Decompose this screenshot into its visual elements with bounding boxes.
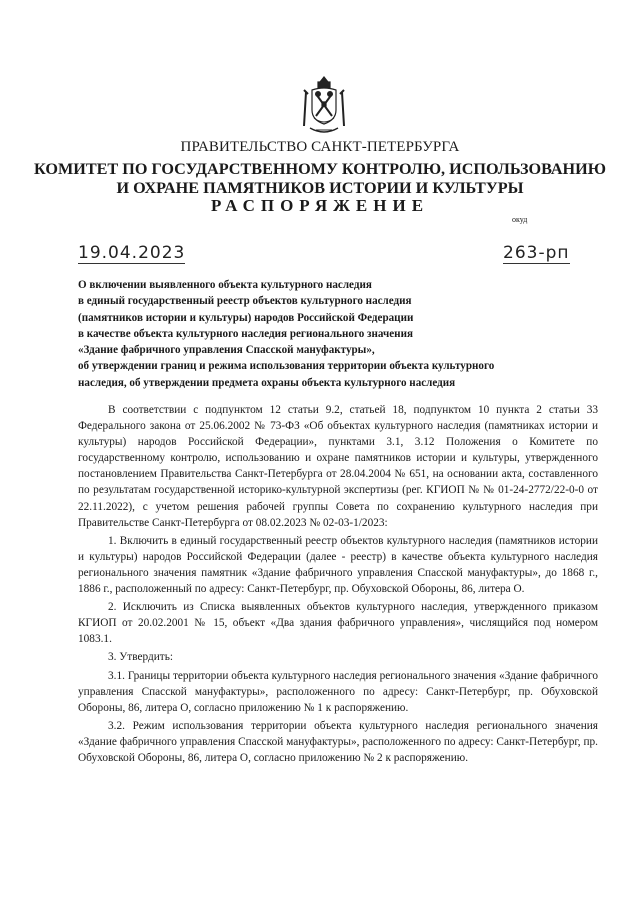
clause-3-paragraph: 3. Утвердить: <box>108 651 174 664</box>
preamble-paragraph: В соответствии с подпунктом 12 статьи 9.2, статьей 18, подпунктом 10 пункта 2 статьи 33 Федерального закона от 25.06.2002 № 73-ФЗ «Об объектах культурного наследия (памятниках истории и культуры) народов Российской Федерации», пунктами 3.1, 3.12 Положения о Комитете по государственному контролю, использованию и охране памятников истории и культуры, утвержденного постановлением Правительства Санкт-Петербурга от 28.04.2004 № 651, на основании акта, составленного по результатам государственной историко-культурной экспертизы (рег. КГИОП № № 01-24-2772/22-0-0 от 22.11.2022), с учетом решения рабочей группы Совета по сохранению культурного наследия при Правительстве Санкт-Петербурга от 08.02.2023 № 02-03-1/2023: <box>78 404 598 529</box>
clause-1-paragraph: 1. Включить в единый государственный реестр объектов культурного наследия (памятников истории и культуры) народов Российской Федерации (далее - реестр) в качестве объекта культурного наследия регионального значения памятник «Здание фабричного управления Спасской мануфактуры», до 1868 г., 1886 г., расположенный по адресу: Санкт-Петербург, пр. Обуховской Обороны, 86, литера О. <box>78 534 598 596</box>
okud-label: окуд <box>512 215 528 224</box>
title-line: наследия, об утверждении предмета охраны объекта культурного наследия <box>78 376 456 389</box>
document-date: 19.04.2023 <box>78 243 186 263</box>
title-line: О включении выявленного объекта культурного наследия <box>78 279 372 291</box>
clause-2-paragraph: 2. Исключить из Списка выявленных объектов культурного наследия, утвержденного приказом КГИОП от 20.02.2001 № 15, объект «Два здания фабричного управления», числящийся под номером 1083.1. <box>78 601 598 646</box>
clause-3-1-paragraph: 3.1. Границы территории объекта культурного наследия регионального значения «Здание фабричного управления Спасской мануфактуры», расположенного по адресу: Санкт-Петербург, пр. Обуховской Обороны, 86, литера О, согласно приложению № 1 к распоряжению. <box>78 669 598 714</box>
organization-name: ПРАВИТЕЛЬСТВО САНКТ-ПЕТЕРБУРГА <box>180 139 460 155</box>
document-body <box>78 402 598 766</box>
committee-line-1: КОМИТЕТ ПО ГОСУДАРСТВЕННОМУ КОНТРОЛЮ, ИСПОЛЬЗОВАНИЮ <box>34 160 606 178</box>
coat-of-arms-emblem <box>300 76 348 138</box>
title-line: (памятников истории и культуры) народов Российской Федерации <box>78 311 414 324</box>
title-line: об утверждении границ и режима использования территории объекта культурного <box>78 360 495 373</box>
document-title <box>78 277 598 391</box>
committee-line-2: И ОХРАНЕ ПАМЯТНИКОВ ИСТОРИИ И КУЛЬТУРЫ <box>116 179 524 197</box>
document-type: РАСПОРЯЖЕНИЕ <box>210 196 430 215</box>
document-number: 263-рп <box>503 243 570 263</box>
title-line: в качестве объекта культурного наследия регионального значения <box>78 327 413 340</box>
title-line: «Здание фабричного управления Спасской мануфактуры», <box>78 344 375 357</box>
committee-name <box>0 160 640 198</box>
title-line: в единый государственный реестр объектов культурного наследия <box>78 295 412 308</box>
clause-3-2-paragraph: 3.2. Режим использования территории объекта культурного наследия регионального значения «Здание фабричного управления Спасской мануфактуры», расположенного по адресу: Санкт-Петербург, пр. Обуховской Обороны, 86, литера О, согласно приложению № 2 к распоряжению. <box>78 719 598 764</box>
